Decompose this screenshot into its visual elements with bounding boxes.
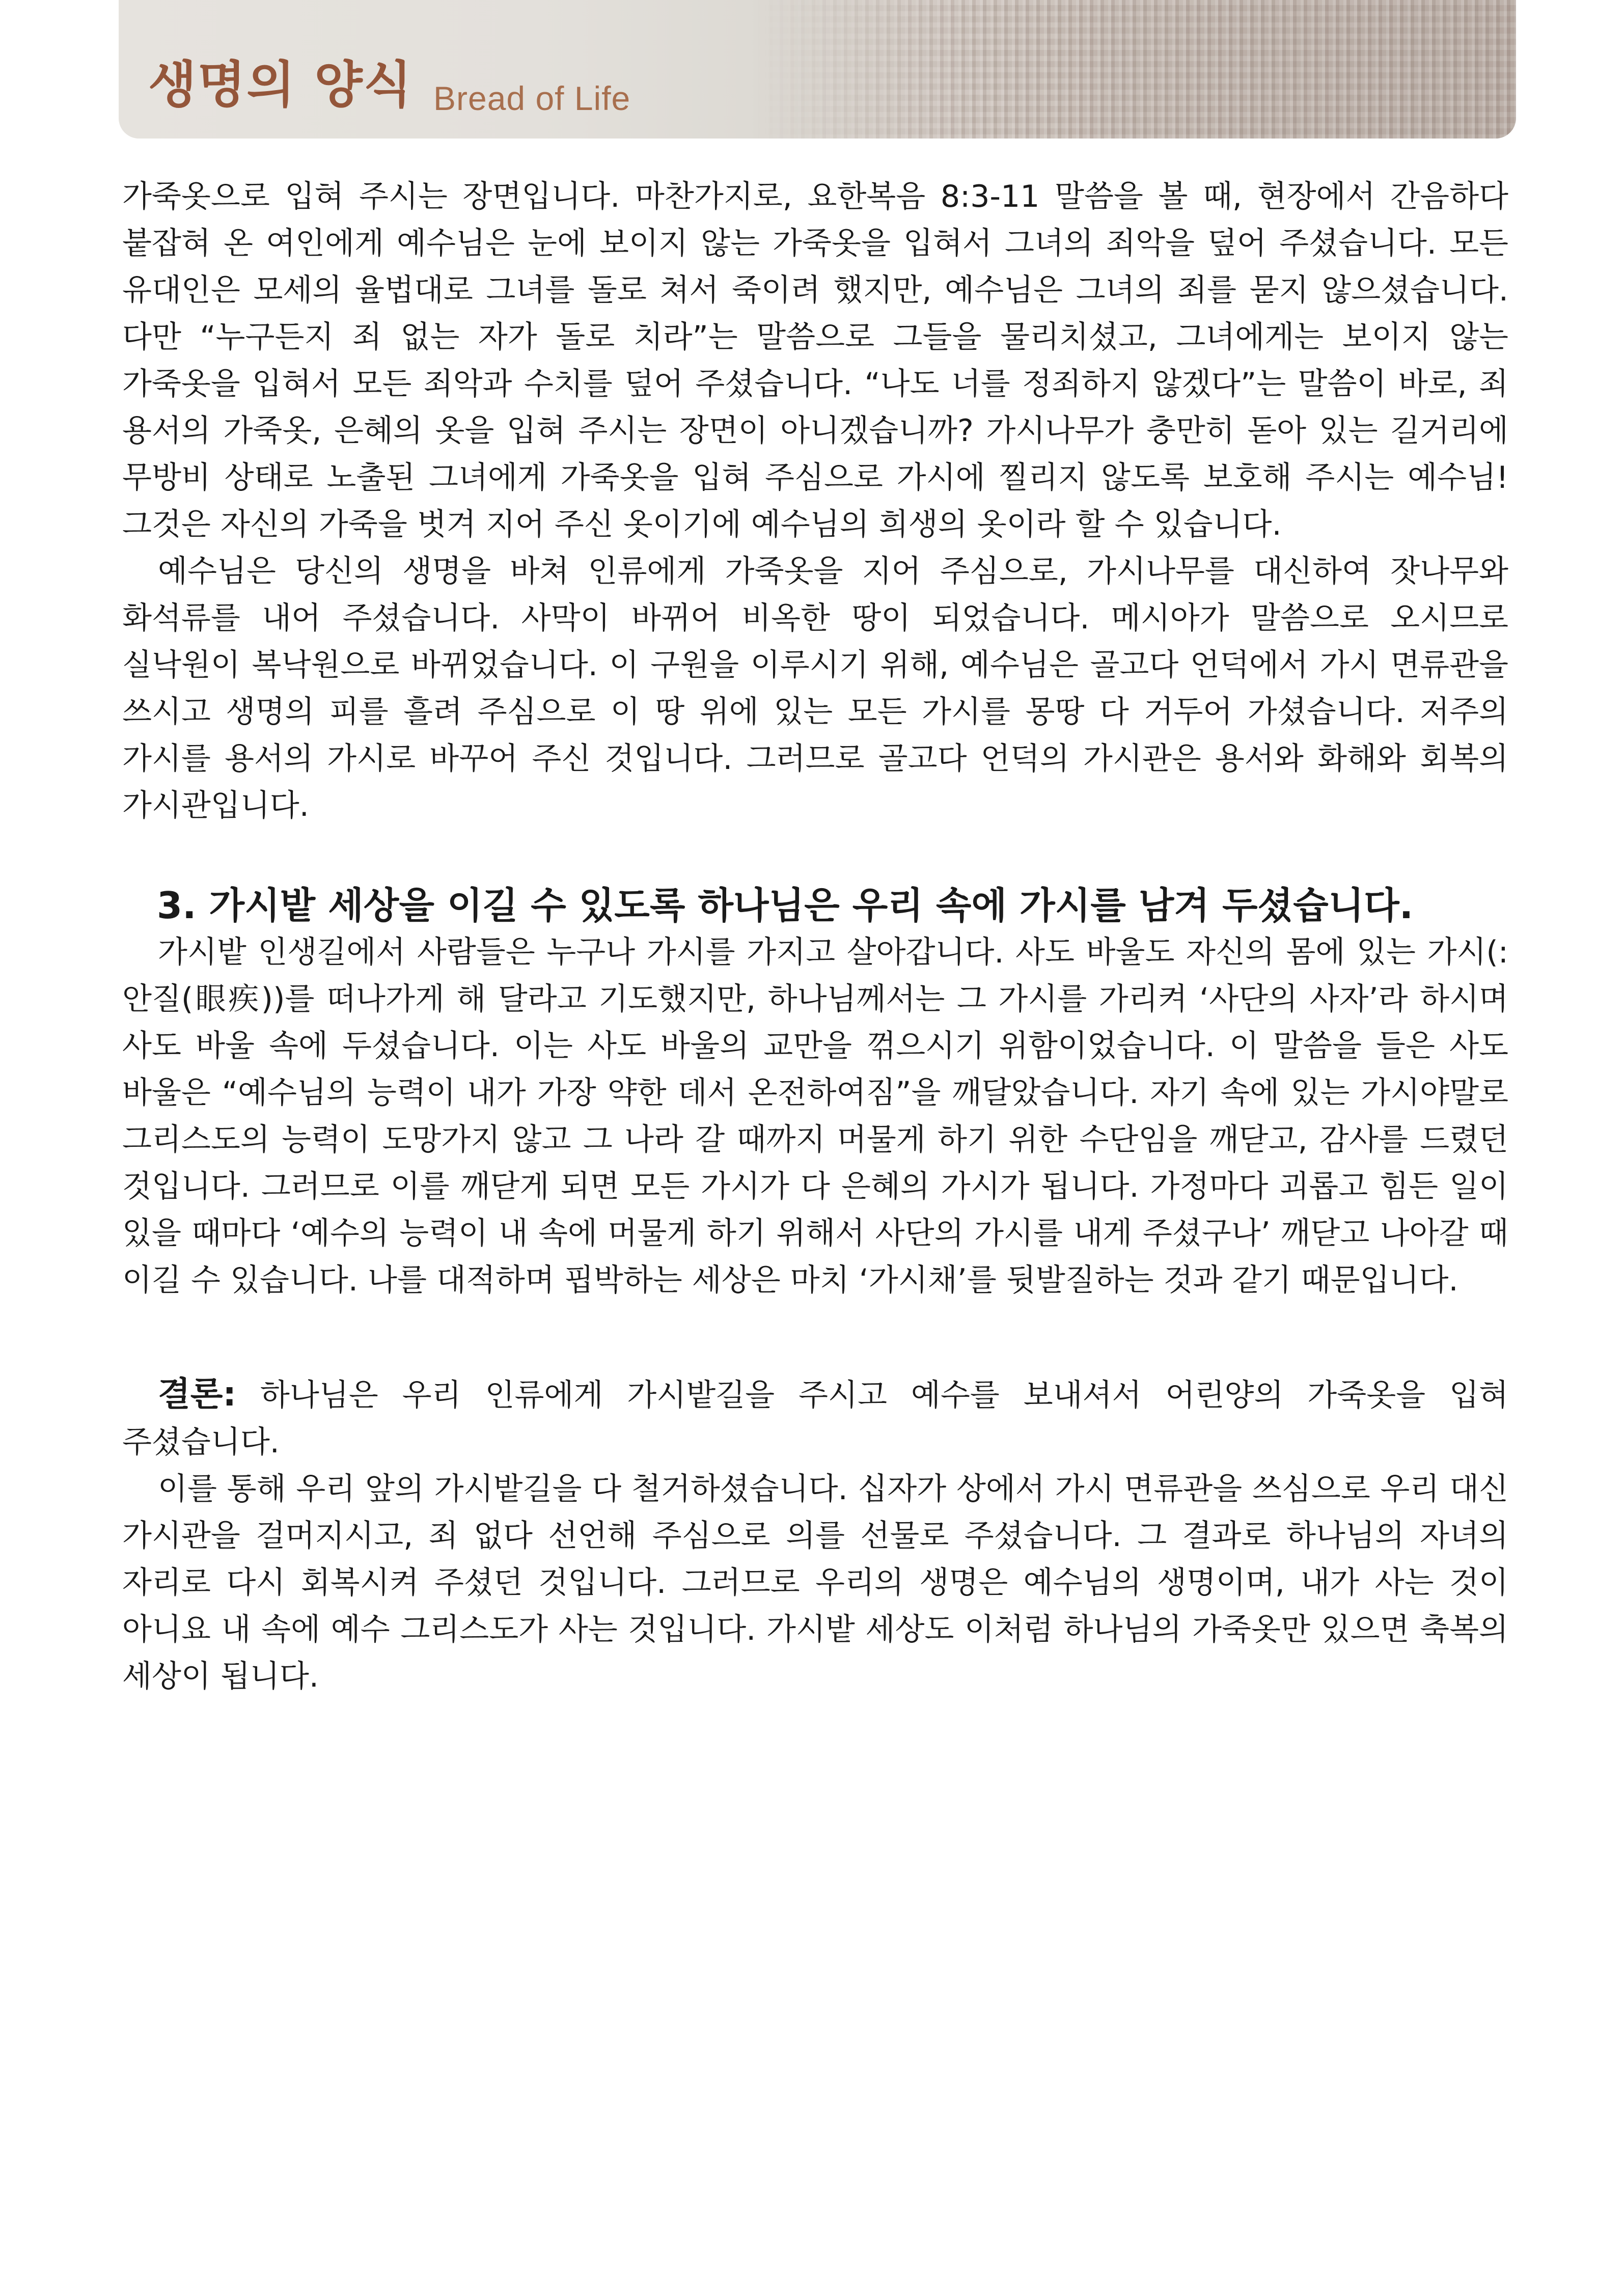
conclusion-followup-paragraph: 이를 통해 우리 앞의 가시밭길을 다 철거하셨습니다. 십자가 상에서 가시 면류관을 쓰심으로 우리 대신 가시관을 걸머지시고, 죄 없다 선언해 주심으로 의를 선물로 주셨습니다. 그 결과로 하나님의 자녀의 자리로 다시 회복시켜 주셨던 것입니다. 그러므로 우리의 생명은 예수님의 생명이며, 내가 사는 것이 아니요 내 속에 예수 그리스도가 사는 것입니다. 가시밭 세상도 이처럼 하나님의 가죽옷만 있으면 축복의 세상이 됩니다. bbox=[122, 1471, 1508, 1694]
section-title: 생명의 양식 bbox=[148, 56, 413, 114]
conclusion-paragraph bbox=[122, 1371, 1508, 1466]
article-body bbox=[122, 173, 1508, 1700]
section-subtitle: Bread of Life bbox=[433, 79, 631, 117]
section-3-heading: 3. 가시밭 세상을 이길 수 있도록 하나님은 우리 속에 가시를 남겨 두셨습니다. bbox=[157, 884, 1414, 927]
paragraph-2: 예수님은 당신의 생명을 바쳐 인류에게 가죽옷을 지어 주심으로, 가시나무를 대신하여 잣나무와 화석류를 내어 주셨습니다. 사막이 바뀌어 비옥한 땅이 되었습니다. 메시아가 말씀으로 오시므로 실낙원이 복낙원으로 바뀌었습니다. 이 구원을 이루시기 위해, 예수님은 골고다 언덕에서 가시 면류관을 쓰시고 생명의 피를 흘려 주심으로 이 땅 위에 있는 모든 가시를 몽땅 다 거두어 가셨습니다. 저주의 가시를 용서의 가시로 바꾸어 주신 것입니다. 그러므로 골고다 언덕의 가시관은 용서와 화해와 회복의 가시관입니다. bbox=[122, 554, 1508, 823]
section-3-paragraph: 가시밭 인생길에서 사람들은 누구나 가시를 가지고 살아갑니다. 사도 바울도 자신의 몸에 있는 가시(: 안질(眼疾))를 떠나가게 해 달라고 기도했지만, 하나님께서는 그 가시를 가리켜 ‘사단의 사자’라 하시며 사도 바울 속에 두셨습니다. 이는 사도 바울의 교만을 꺾으시기 위함이었습니다. 이 말씀을 들은 사도 바울은 “예수님의 능력이 내가 가장 약한 데서 온전하여짐”을 깨달았습니다. 자기 속에 있는 가시야말로 그리스도의 능력이 도망가지 않고 그 나라 갈 때까지 머물게 하기 위한 수단임을 깨닫고, 감사를 드렸던 것입니다. 그러므로 이를 깨닫게 되면 모든 가시가 다 은혜의 가시가 됩니다. 가정마다 괴롭고 힘든 일이 있을 때마다 ‘예수의 능력이 내 속에 머물게 하기 위해서 사단의 가시를 내게 주셨구나’ 깨닫고 나아갈 때 이길 수 있습니다. 나를 대적하며 핍박하는 세상은 마치 ‘가시채’를 뒷발질하는 것과 같기 때문입니다. bbox=[122, 934, 1508, 1298]
conclusion-text: 하나님은 우리 인류에게 가시밭길을 주시고 예수를 보내셔서 어린양의 가죽옷을 입혀 주셨습니다. bbox=[122, 1378, 1508, 1460]
paragraph-1: 가죽옷으로 입혀 주시는 장면입니다. 마찬가지로, 요한복음 8:3-11 말씀을 볼 때, 현장에서 간음하다 붙잡혀 온 여인에게 예수님은 눈에 보이지 않는 가죽옷을 입혀서 그녀의 죄악을 덮어 주셨습니다. 모든 유대인은 모세의 율법대로 그녀를 돌로 쳐서 죽이려 했지만, 예수님은 그녀의 죄를 묻지 않으셨습니다. 다만 “누구든지 죄 없는 자가 돌로 치라”는 말씀으로 그들을 물리치셨고, 그녀에게는 보이지 않는 가죽옷을 입혀서 모든 죄악과 수치를 덮어 주셨습니다. “나도 너를 정죄하지 않겠다”는 말씀이 바로, 죄 용서의 가죽옷, 은혜의 옷을 입혀 주시는 장면이 아니겠습니까? 가시나무가 충만히 돋아 있는 길거리에 무방비 상태로 노출된 그녀에게 가죽옷을 입혀 주심으로 가시에 찔리지 않도록 보호해 주시는 예수님! 그것은 자신의 가죽을 벗겨 지어 주신 옷이기에 예수님의 희생의 옷이라 할 수 있습니다. bbox=[122, 179, 1508, 542]
banner-photo-texture bbox=[755, 0, 1516, 139]
conclusion-label: 결론: bbox=[158, 1374, 236, 1414]
header-banner bbox=[119, 0, 1516, 139]
